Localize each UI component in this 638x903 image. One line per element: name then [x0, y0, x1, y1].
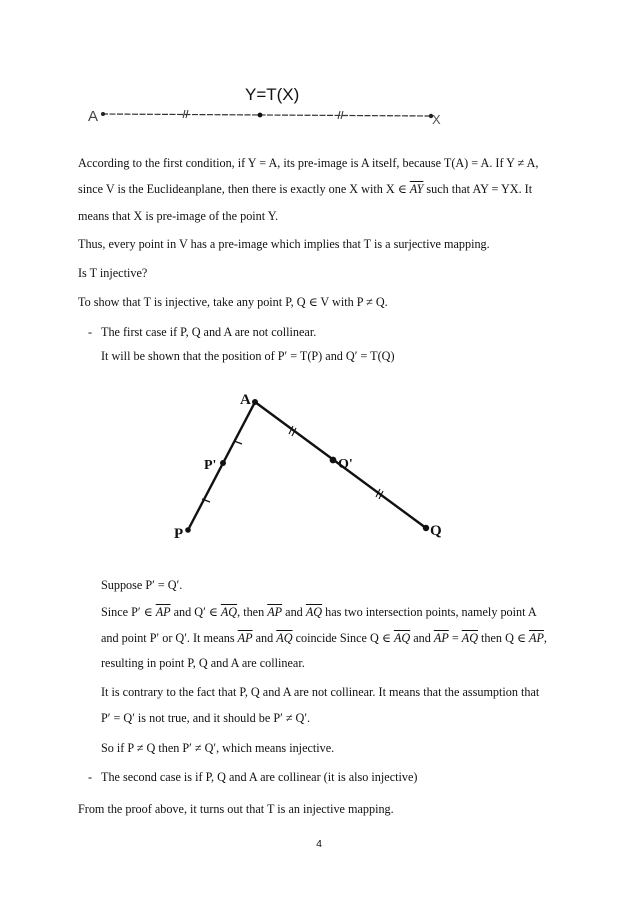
- since-text-b: and Q′ ∈: [173, 605, 218, 619]
- segment-ay: $\overline{AY}$: [409, 182, 424, 196]
- figure-apq-label-p: P: [174, 526, 184, 542]
- figure-apq-point-p: [185, 527, 191, 533]
- figure-apq-label-p-prime: P': [204, 458, 217, 473]
- figure-ytx-label-a: A: [88, 108, 99, 125]
- figure-apq-point-p-prime: [220, 460, 226, 466]
- para1-line2-b: such that AY = YX. It: [426, 182, 533, 196]
- since-text-d: and: [285, 605, 303, 619]
- para1-line1: According to the first condition, if Y = A, its pre-image is A itself, because T(A) = A. If Y ≠ A,: [78, 156, 539, 170]
- since-text-l2f: then Q ∈: [481, 631, 526, 645]
- so-if-line: So if P ≠ Q then P′ ≠ Q′, which means injective.: [101, 741, 335, 755]
- case2-line: The second case is if P, Q and A are collinear (it is also injective): [101, 770, 418, 784]
- figure-ytx-segment: [102, 114, 430, 116]
- para1-line3: means that X is pre-image of the point Y.: [78, 209, 279, 223]
- para3: Is T injective?: [78, 266, 148, 280]
- segment-ap: $\overline{AP}$: [529, 631, 544, 645]
- figure-ytx: [80, 82, 460, 130]
- since-line2: [101, 631, 547, 646]
- segment-ap: $\overline{AP}$: [433, 631, 449, 645]
- conclusion: From the proof above, it turns out that T is an injective mapping.: [78, 802, 394, 816]
- segment-aq: $\overline{AQ}$: [393, 631, 411, 645]
- segment-ap: $\overline{AP}$: [155, 605, 171, 619]
- since-text-l2c: coincide Since Q ∈: [295, 631, 391, 645]
- figure-apq-tick-ap-1: [234, 441, 242, 444]
- figure-apq-point-q: [423, 525, 429, 531]
- figure-apq-point-q-prime: [330, 457, 337, 464]
- figure-apq: [158, 380, 458, 558]
- since-line3: resulting in point P, Q and A are collinear.: [101, 656, 305, 670]
- suppose-line: Suppose P′ = Q′.: [101, 578, 183, 592]
- figure-apq-segment-ap: [188, 402, 255, 530]
- segment-aq: $\overline{AQ}$: [276, 631, 293, 645]
- figure-apq-point-a: [252, 399, 258, 405]
- case1-line2: It will be shown that the position of P′ = T(P) and Q′ = T(Q): [101, 349, 395, 363]
- figure-ytx-label-x: X: [432, 112, 441, 127]
- figure-apq-label-a: A: [240, 392, 251, 408]
- since-text-l2d: and: [413, 631, 431, 645]
- since-text-l2a: and point P′ or Q′. It means: [101, 631, 235, 645]
- since-text-e: has two intersection points, namely point A: [325, 605, 537, 619]
- case2-bullet: -: [88, 770, 93, 784]
- figure-ytx-point-a: [101, 112, 105, 116]
- since-text-l2b: and: [255, 631, 274, 645]
- segment-aq: $\overline{AQ}$: [305, 605, 323, 619]
- since-text-l2e: =: [451, 631, 459, 645]
- para1-line2-a: since V is the Euclideanplane, then there is exactly one X with X ∈: [78, 182, 407, 196]
- page-number: 4: [316, 838, 322, 850]
- para1-line2: [78, 182, 532, 197]
- figure-apq-label-q-prime: Q': [338, 457, 353, 472]
- since-text-l2g: ,: [543, 631, 547, 645]
- since-text-a: Since P′ ∈: [101, 605, 153, 619]
- figure-ytx-tick-2: [338, 111, 343, 119]
- case1-line1: The first case if P, Q and A are not collinear.: [101, 325, 317, 339]
- since-text-c: , then: [237, 605, 265, 619]
- segment-ap: $\overline{AP}$: [267, 605, 283, 619]
- para4: To show that T is injective, take any point P, Q ∈ V with P ≠ Q.: [78, 295, 388, 309]
- segment-aq: $\overline{AQ}$: [461, 631, 478, 645]
- figure-ytx-title: Y=T(X): [245, 85, 300, 104]
- case1-bullet: -: [88, 325, 93, 339]
- segment-aq: $\overline{AQ}$: [220, 605, 238, 619]
- since-line1: [101, 605, 537, 620]
- contrary-line1: It is contrary to the fact that P, Q and A are not collinear. It means that the assumption that: [101, 685, 540, 699]
- contrary-line2: P′ = Q′ is not true, and it should be P′ ≠ Q′.: [101, 711, 311, 725]
- segment-ap: $\overline{AP}$: [237, 631, 253, 645]
- figure-apq-label-q: Q: [430, 523, 442, 539]
- para2: Thus, every point in V has a pre-image which implies that T is a surjective mapping.: [78, 237, 490, 251]
- figure-ytx-point-y: [258, 113, 263, 118]
